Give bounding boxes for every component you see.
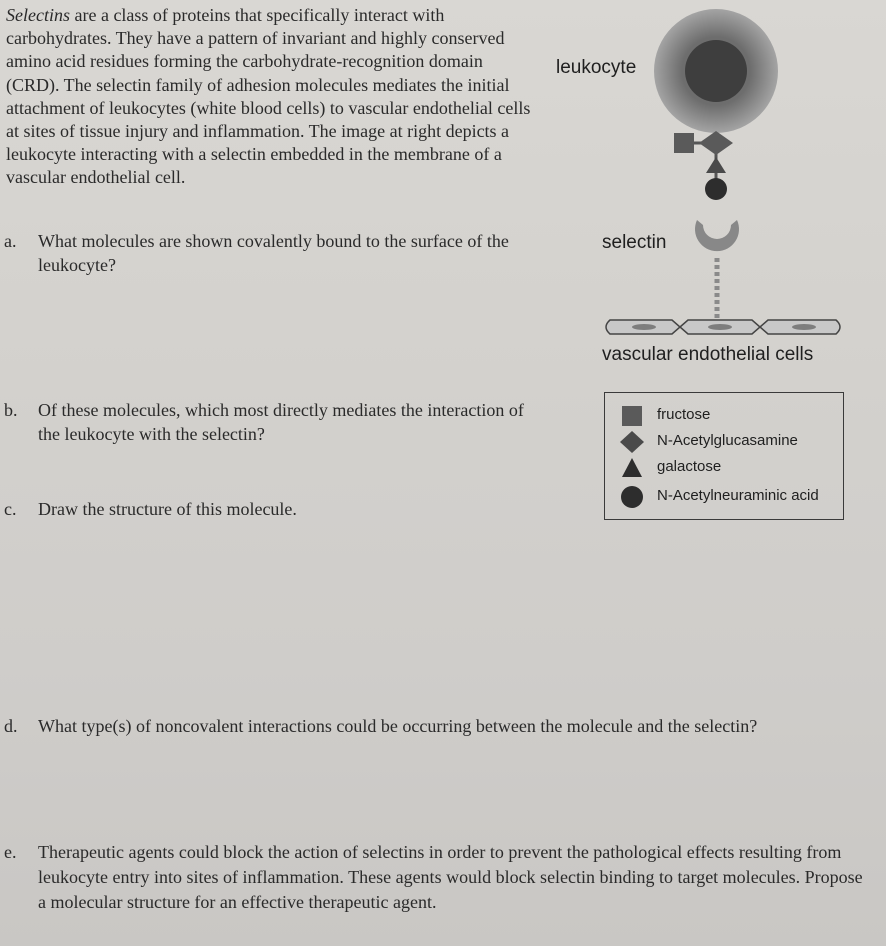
legend-label-fructose: fructose: [657, 406, 711, 423]
question-e-letter: e.: [4, 842, 17, 862]
endothelial-membrane: [606, 320, 840, 334]
legend-label-galactose: galactose: [657, 458, 722, 475]
endothelial-nucleus-2: [708, 324, 732, 330]
question-a-letter: a.: [4, 231, 17, 251]
question-d-letter: d.: [4, 716, 18, 736]
legend-item-galactose: [605, 455, 845, 481]
question-b-letter: b.: [4, 400, 18, 420]
question-b: [4, 398, 524, 446]
question-d-text: What type(s) of noncovalent interactions could be occurring between the molecule and the selectin?: [38, 716, 758, 736]
n-acetylglucosamine-icon: [699, 131, 733, 155]
selectin-label: selectin: [602, 232, 667, 253]
leukocyte-nucleus: [685, 40, 747, 102]
leukocyte-cell: [654, 9, 778, 133]
sugar-legend: [604, 392, 844, 520]
legend-circle-icon: [619, 484, 645, 510]
question-d: [4, 714, 864, 738]
leukocyte-selectin-diagram: [540, 0, 886, 380]
legend-label-n-acetylneuraminic-acid: N-Acetylneuraminic acid: [657, 487, 819, 504]
n-acetylneuraminic-acid-icon: [705, 178, 727, 200]
question-e-text: Therapeutic agents could block the action of selectins in order to prevent the pathological effects resulting from leukocyte entry into sites of inflammation. These agents would block selectin binding to target molecules. Propose a molecular structure for an effective therapeutic agent.: [38, 842, 863, 912]
endothelial-label: vascular endothelial cells: [602, 344, 814, 365]
question-b-text: Of these molecules, which most directly mediates the interaction of the leukocyte with the selectin?: [38, 400, 524, 444]
intro-text: are a class of proteins that specifically interact with carbohydrates. They have a pattern of invariant and highly conserved amino acid residues forming the carbohydrate-recognition domain (CRD). The selectin family of adhesion molecules mediates the initial attachment of leukocytes (white blood cells) to vascular endothelial cells at sites of tissue injury and inflammation. The image at right depicts a leukocyte interacting with a selectin embedded in the membrane of a vascular endothelial cell.: [6, 5, 531, 188]
legend-label-n-acetylglucosamine: N-Acetylglucasamine: [657, 432, 798, 449]
endothelial-nucleus-3: [792, 324, 816, 330]
galactose-icon: [706, 157, 726, 173]
intro-term: Selectins: [6, 5, 70, 25]
endothelial-nucleus-1: [632, 324, 656, 330]
legend-diamond-icon: [619, 429, 645, 455]
question-a: [4, 229, 534, 277]
legend-triangle-icon: [619, 455, 645, 481]
selectin-binding-domain: [695, 220, 739, 251]
legend-item-n-acetylneuraminic-acid: [605, 484, 845, 510]
question-c: [4, 497, 524, 521]
legend-item-fructose: [605, 403, 845, 429]
question-e: [4, 840, 874, 915]
glycan-chain: [674, 131, 733, 200]
selectin-protein: [695, 220, 739, 320]
legend-item-n-acetylglucosamine: [605, 429, 845, 455]
question-a-text: What molecules are shown covalently bound to the surface of the leukocyte?: [38, 231, 509, 275]
leukocyte-label: leukocyte: [556, 57, 637, 78]
legend-square-icon: [619, 403, 645, 429]
question-c-text: Draw the structure of this molecule.: [38, 499, 297, 519]
fructose-icon: [674, 133, 694, 153]
question-c-letter: c.: [4, 499, 17, 519]
intro-paragraph: [6, 4, 536, 190]
